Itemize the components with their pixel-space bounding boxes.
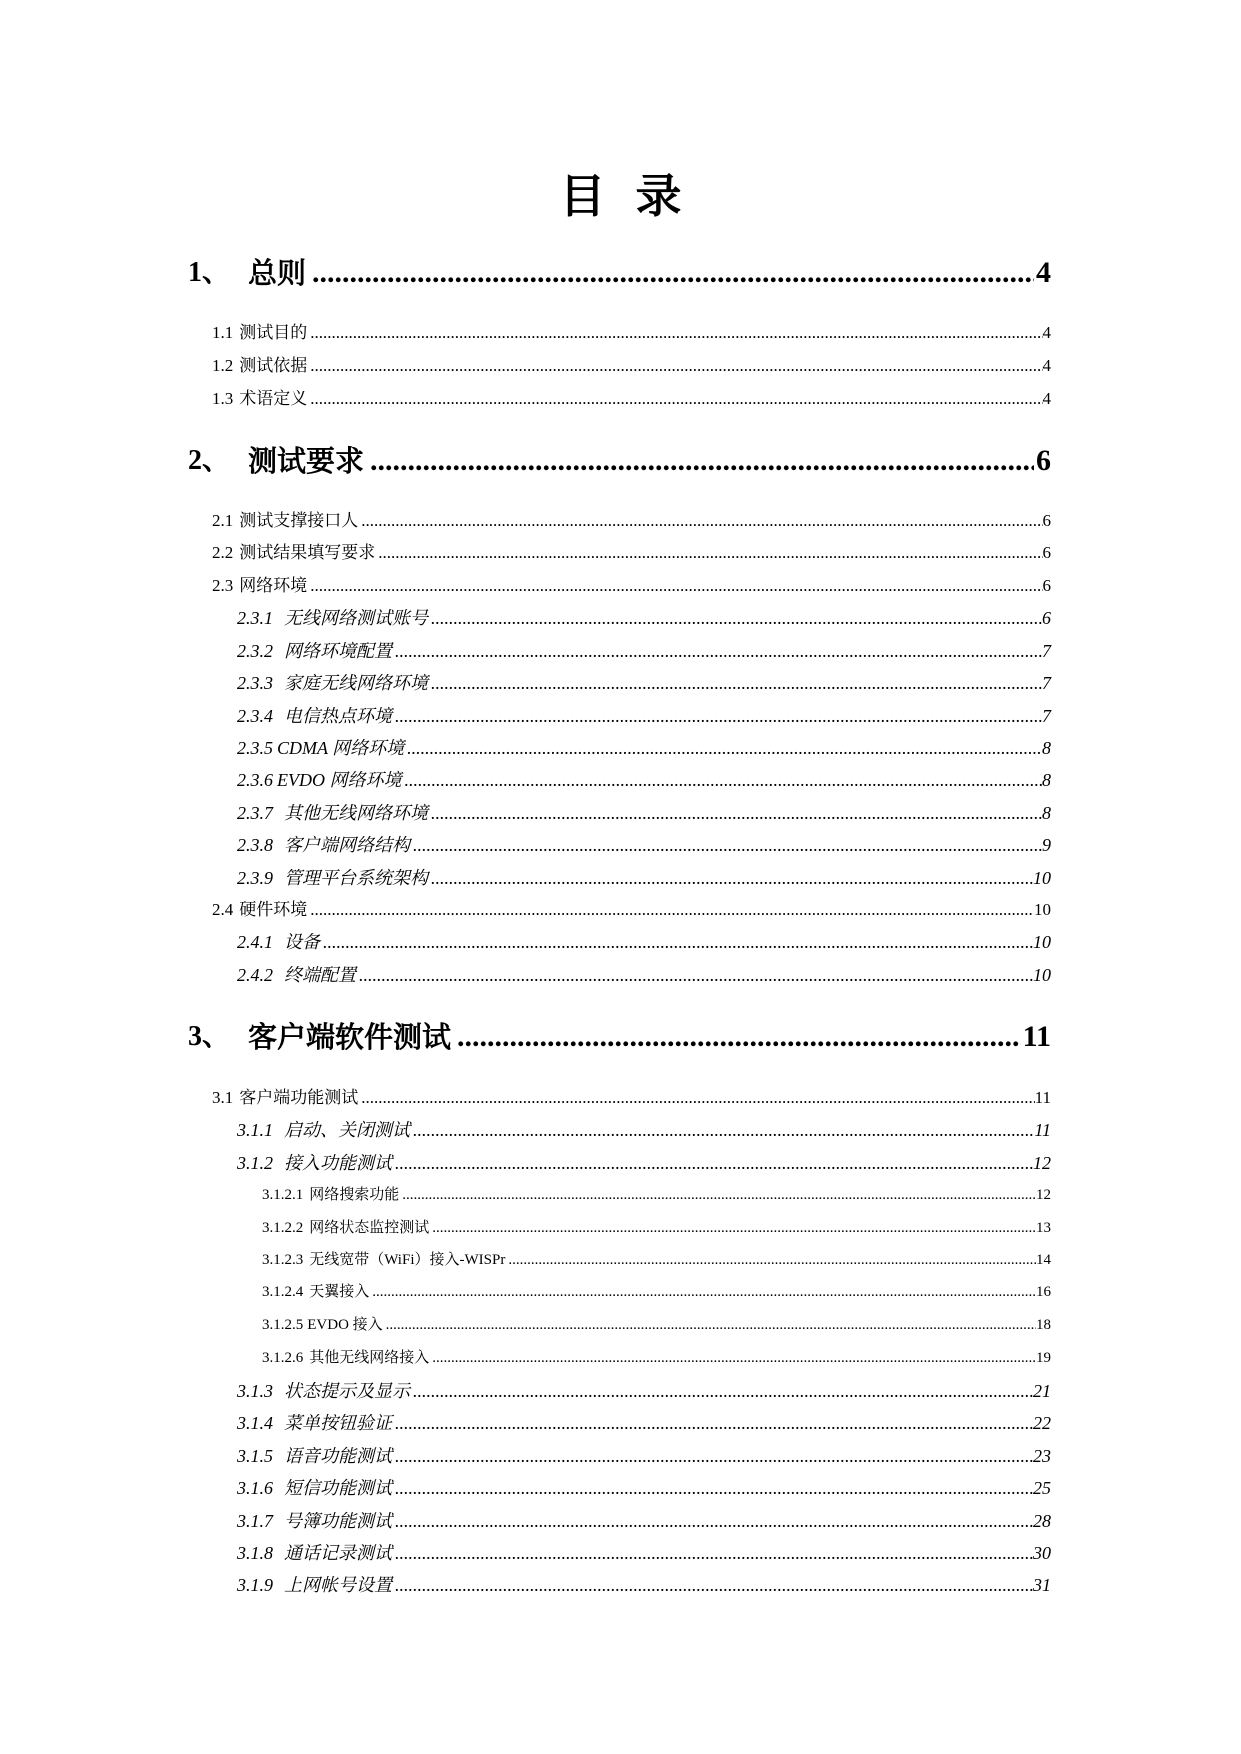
entry-title: 网络搜索功能 xyxy=(309,1187,400,1203)
dot-leader xyxy=(361,1085,1034,1111)
entry-title: 通话记录测试 xyxy=(284,1543,392,1563)
entry-number: 3.1.2.6 xyxy=(262,1350,304,1366)
toc-entry-3-1-2-3[interactable] xyxy=(262,1247,1051,1273)
toc-entry-2-1[interactable] xyxy=(212,508,1051,534)
entry-number: 3.1.2.3 xyxy=(262,1252,304,1268)
dot-leader xyxy=(395,1572,1033,1598)
entry-page: 7 xyxy=(1042,706,1051,726)
dot-leader xyxy=(312,253,1034,293)
entry-page: 11 xyxy=(1034,1120,1051,1140)
entry-number: 2.3.1 xyxy=(237,608,273,628)
entry-number: 3.1.2.1 xyxy=(262,1187,304,1203)
entry-number: 1.3 xyxy=(212,389,234,408)
entry-number: 3.1.3 xyxy=(237,1381,273,1401)
dot-leader xyxy=(395,1508,1033,1534)
entry-page: 14 xyxy=(1036,1252,1051,1268)
entry-page: 6 xyxy=(1036,444,1051,477)
entry-page: 10 xyxy=(1034,900,1051,919)
entry-page: 6 xyxy=(1042,608,1051,628)
toc-title: 目 录 xyxy=(559,169,682,223)
entry-number: 3、 xyxy=(188,1021,231,1052)
entry-title: 客户端网络结构 xyxy=(284,835,410,855)
entry-title: 管理平台系统架构 xyxy=(284,868,428,888)
dot-leader xyxy=(372,1279,1036,1305)
entry-page: 4 xyxy=(1042,389,1051,408)
entry-page: 9 xyxy=(1042,835,1051,855)
entry-page: 10 xyxy=(1033,932,1051,952)
entry-page: 7 xyxy=(1042,673,1051,693)
dot-leader xyxy=(395,1410,1033,1436)
entry-number: 3.1.1 xyxy=(237,1120,273,1140)
toc-entry-2-4[interactable] xyxy=(212,897,1051,923)
dot-leader xyxy=(508,1247,1036,1273)
entry-title: 其他无线网络接入 xyxy=(309,1350,430,1366)
toc-entry-2-3[interactable] xyxy=(212,573,1051,599)
toc-entry-2-4-2[interactable] xyxy=(237,962,1051,988)
entry-number: 2.4 xyxy=(212,900,234,919)
entry-number: 2.3.3 xyxy=(237,673,273,693)
entry-page: 18 xyxy=(1036,1317,1051,1333)
entry-title: 测试依据 xyxy=(239,356,308,375)
toc-entry-3-1-2-1[interactable] xyxy=(262,1182,1051,1208)
entry-page: 10 xyxy=(1033,965,1051,985)
toc-entry-3-1[interactable] xyxy=(212,1085,1051,1111)
entry-title: 测试目的 xyxy=(239,323,308,342)
entry-title: 号簿功能测试 xyxy=(284,1511,392,1531)
entry-number: 2.3.4 xyxy=(237,706,273,726)
entry-title: 电信热点环境 xyxy=(284,706,392,726)
dot-leader xyxy=(413,1378,1033,1404)
entry-number: 2.3.5 xyxy=(237,738,273,758)
toc-entry-2-3-8[interactable] xyxy=(237,832,1051,858)
entry-page: 4 xyxy=(1042,356,1051,375)
toc-entry-3-1-6[interactable] xyxy=(237,1475,1051,1501)
entry-page: 16 xyxy=(1036,1284,1051,1300)
entry-page: 30 xyxy=(1033,1543,1051,1563)
dot-leader xyxy=(395,1150,1033,1176)
entry-title: 总则 xyxy=(248,256,307,290)
entry-number: 2.3 xyxy=(212,576,234,595)
dot-leader xyxy=(310,897,1034,923)
dot-leader xyxy=(310,353,1042,379)
entry-title: 网络环境 xyxy=(239,576,308,595)
entry-page: 10 xyxy=(1033,868,1051,888)
entry-title: 术语定义 xyxy=(239,389,308,408)
dot-leader xyxy=(378,540,1042,566)
dot-leader xyxy=(395,638,1042,664)
toc-entry-2-3-9[interactable] xyxy=(237,865,1051,891)
toc-entry-2-3-7[interactable] xyxy=(237,800,1051,826)
entry-title: 网络环境配置 xyxy=(284,641,392,661)
dot-leader xyxy=(323,929,1033,955)
toc-entry-2-3-3[interactable] xyxy=(237,670,1051,696)
entry-number: 3.1.9 xyxy=(237,1575,273,1595)
entry-title: 其他无线网络环境 xyxy=(284,803,428,823)
entry-number: 3.1.8 xyxy=(237,1543,273,1563)
entry-page: 4 xyxy=(1042,323,1051,342)
entry-title: 上网帐号设置 xyxy=(284,1575,392,1595)
entry-title: CDMA 网络环境 xyxy=(277,738,405,758)
entry-title: 家庭无线网络环境 xyxy=(284,673,428,693)
entry-title: 硬件环境 xyxy=(239,900,308,919)
entry-page: 25 xyxy=(1033,1478,1051,1498)
entry-number: 1、 xyxy=(188,257,231,288)
entry-title: 菜单按钮验证 xyxy=(284,1413,392,1433)
dot-leader xyxy=(395,703,1042,729)
toc-entry-3-1-5[interactable] xyxy=(237,1443,1051,1469)
entry-page: 12 xyxy=(1033,1153,1051,1173)
entry-title: EVDO 接入 xyxy=(307,1317,383,1333)
dot-leader xyxy=(310,573,1042,599)
dot-leader xyxy=(395,1475,1033,1501)
dot-leader xyxy=(432,1215,1036,1241)
entry-title: EVDO 网络环境 xyxy=(277,770,402,790)
toc-entry-2-3-1[interactable] xyxy=(237,605,1051,631)
entry-title: 网络状态监控测试 xyxy=(309,1220,430,1236)
toc-entry-1-3[interactable] xyxy=(212,386,1051,412)
entry-number: 2、 xyxy=(188,445,231,476)
toc-entry-3-1-2-6[interactable] xyxy=(262,1345,1051,1371)
toc-entry-3-1-2-5[interactable] xyxy=(262,1312,1051,1338)
entry-page: 6 xyxy=(1042,543,1051,562)
entry-title: 测试结果填写要求 xyxy=(239,543,376,562)
dot-leader xyxy=(402,1182,1036,1208)
entry-number: 3.1.5 xyxy=(237,1446,273,1466)
entry-page: 4 xyxy=(1036,256,1051,289)
toc-entry-2-4-1[interactable] xyxy=(237,929,1051,955)
toc-entry-2-3-4[interactable] xyxy=(237,703,1051,729)
dot-leader xyxy=(310,386,1042,412)
entry-page: 21 xyxy=(1033,1381,1051,1401)
toc-entry-1[interactable] xyxy=(188,253,1051,293)
entry-title: 状态提示及显示 xyxy=(284,1381,410,1401)
entry-page: 8 xyxy=(1042,803,1051,823)
entry-page: 23 xyxy=(1033,1446,1051,1466)
entry-title: 无线宽带（WiFi）接入-WISPr xyxy=(309,1252,506,1268)
toc-entry-2[interactable] xyxy=(188,441,1051,481)
entry-number: 3.1.6 xyxy=(237,1478,273,1498)
entry-page: 12 xyxy=(1036,1187,1051,1203)
entry-title: 终端配置 xyxy=(284,965,356,985)
toc-entry-3-1-9[interactable] xyxy=(237,1572,1051,1598)
entry-title: 无线网络测试账号 xyxy=(284,608,428,628)
entry-page: 13 xyxy=(1036,1220,1051,1236)
entry-page: 19 xyxy=(1036,1350,1051,1366)
toc-entry-3-1-2-4[interactable] xyxy=(262,1279,1051,1305)
entry-number: 3.1.2.2 xyxy=(262,1220,304,1236)
toc-entry-3-1-8[interactable] xyxy=(237,1540,1051,1566)
entry-page: 31 xyxy=(1033,1575,1051,1595)
toc-entry-3-1-2[interactable] xyxy=(237,1150,1051,1176)
entry-title: 接入功能测试 xyxy=(284,1153,392,1173)
entry-number: 3.1.7 xyxy=(237,1511,273,1531)
entry-title: 天翼接入 xyxy=(309,1284,370,1300)
toc-entry-3-1-7[interactable] xyxy=(237,1508,1051,1534)
dot-leader xyxy=(361,508,1042,534)
toc-entry-3-1-1[interactable] xyxy=(237,1117,1051,1143)
entry-title: 客户端软件测试 xyxy=(248,1020,452,1054)
dot-leader xyxy=(431,865,1033,891)
dot-leader xyxy=(431,800,1042,826)
entry-number: 3.1.2.4 xyxy=(262,1284,304,1300)
toc-entry-2-2[interactable] xyxy=(212,540,1051,566)
entry-page: 22 xyxy=(1033,1413,1051,1433)
toc-entry-2-3-5[interactable] xyxy=(237,735,1051,761)
entry-number: 2.3.6 xyxy=(237,770,273,790)
toc-entry-3[interactable] xyxy=(188,1017,1051,1057)
entry-page: 6 xyxy=(1042,576,1051,595)
dot-leader xyxy=(370,441,1034,481)
dot-leader xyxy=(395,1540,1033,1566)
entry-number: 3.1.4 xyxy=(237,1413,273,1433)
dot-leader xyxy=(457,1017,1021,1057)
entry-title: 短信功能测试 xyxy=(284,1478,392,1498)
entry-number: 2.1 xyxy=(212,511,234,530)
entry-page: 11 xyxy=(1022,1020,1051,1053)
entry-number: 2.3.7 xyxy=(237,803,273,823)
entry-number: 2.3.2 xyxy=(237,641,273,661)
dot-leader xyxy=(413,1117,1034,1143)
entry-page: 8 xyxy=(1042,770,1051,790)
dot-leader xyxy=(405,767,1043,793)
entry-number: 3.1.2 xyxy=(237,1153,273,1173)
dot-leader xyxy=(413,832,1042,858)
toc-entry-1-1[interactable] xyxy=(212,320,1051,346)
toc-entry-3-1-4[interactable] xyxy=(237,1410,1051,1436)
dot-leader xyxy=(310,320,1042,346)
entry-title: 设备 xyxy=(284,932,320,952)
entry-number: 1.1 xyxy=(212,323,234,342)
dot-leader xyxy=(386,1312,1036,1338)
entry-page: 7 xyxy=(1042,641,1051,661)
toc-entry-3-1-2-2[interactable] xyxy=(262,1215,1051,1241)
entry-number: 2.2 xyxy=(212,543,234,562)
toc-entry-3-1-3[interactable] xyxy=(237,1378,1051,1404)
entry-number: 3.1 xyxy=(212,1088,234,1107)
dot-leader xyxy=(432,1345,1036,1371)
entry-title: 测试要求 xyxy=(248,444,365,478)
entry-number: 2.4.2 xyxy=(237,965,273,985)
entry-title: 语音功能测试 xyxy=(284,1446,392,1466)
entry-number: 2.4.1 xyxy=(237,932,273,952)
entry-number: 3.1.2.5 xyxy=(262,1317,304,1333)
dot-leader xyxy=(431,670,1042,696)
entry-title: 客户端功能测试 xyxy=(239,1088,359,1107)
dot-leader xyxy=(395,1443,1033,1469)
entry-title: 测试支撑接口人 xyxy=(239,511,359,530)
entry-page: 28 xyxy=(1033,1511,1051,1531)
entry-page: 11 xyxy=(1034,1088,1051,1107)
entry-number: 2.3.8 xyxy=(237,835,273,855)
toc-entry-2-3-6[interactable] xyxy=(237,767,1051,793)
entry-number: 1.2 xyxy=(212,356,234,375)
toc-entry-1-2[interactable] xyxy=(212,353,1051,379)
toc-entry-2-3-2[interactable] xyxy=(237,638,1051,664)
entry-page: 6 xyxy=(1042,511,1051,530)
entry-title: 启动、关闭测试 xyxy=(284,1120,410,1140)
dot-leader xyxy=(359,962,1033,988)
dot-leader xyxy=(407,735,1042,761)
entry-number: 2.3.9 xyxy=(237,868,273,888)
entry-page: 8 xyxy=(1042,738,1051,758)
dot-leader xyxy=(431,605,1042,631)
